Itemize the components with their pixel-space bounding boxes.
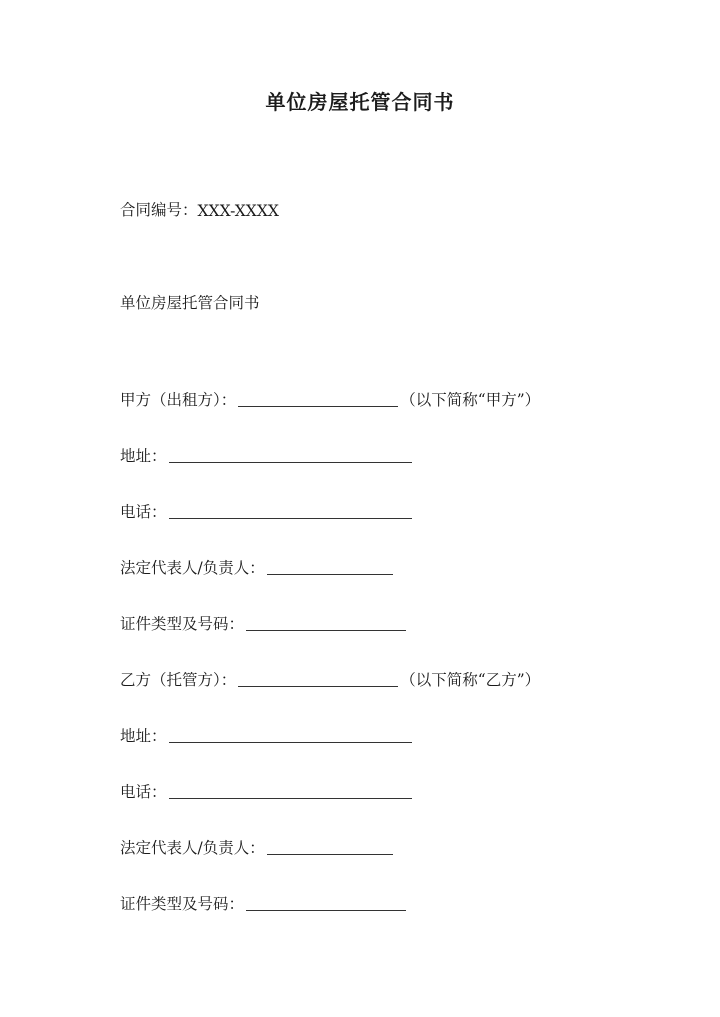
party-a-line [120, 388, 540, 410]
contract-number-label: 合同编号： [120, 201, 198, 219]
party-b-address-label: 地址： [120, 727, 167, 745]
party-a-representative-blank[interactable] [267, 560, 393, 575]
party-a-id-label: 证件类型及号码： [120, 615, 245, 633]
party-b-label: 乙方（托管方）： [120, 671, 237, 689]
party-a-phone-label: 电话： [120, 503, 167, 521]
party-a-address-line [120, 444, 414, 466]
party-b-representative-blank[interactable] [267, 840, 393, 855]
party-a-id-line [120, 612, 408, 634]
party-b-line [120, 668, 540, 690]
party-b-phone-blank[interactable] [169, 784, 412, 799]
party-b-id-line [120, 892, 408, 914]
contract-number-value: XXX-XXXX [197, 202, 279, 220]
party-a-address-blank[interactable] [169, 448, 412, 463]
party-a-phone-blank[interactable] [169, 504, 412, 519]
party-a-representative-label: 法定代表人/负责人： [120, 559, 265, 577]
party-a-representative-line [120, 556, 395, 578]
party-a-suffix: （以下简称“甲方”） [400, 391, 541, 409]
party-b-representative-label: 法定代表人/负责人： [120, 839, 265, 857]
document-subtitle: 单位房屋托管合同书 [120, 294, 260, 312]
party-b-suffix: （以下简称“乙方”） [400, 671, 541, 689]
party-a-phone-line [120, 500, 414, 522]
contract-number-line [120, 198, 279, 220]
party-a-label: 甲方（出租方）： [120, 391, 237, 409]
party-a-name-blank[interactable] [238, 392, 398, 407]
party-b-id-label: 证件类型及号码： [120, 895, 245, 913]
party-b-representative-line [120, 836, 395, 858]
party-a-id-blank[interactable] [246, 616, 406, 631]
party-b-id-blank[interactable] [246, 896, 406, 911]
party-b-address-blank[interactable] [169, 728, 412, 743]
party-a-address-label: 地址： [120, 447, 167, 465]
party-b-name-blank[interactable] [238, 672, 398, 687]
party-b-phone-label: 电话： [120, 783, 167, 801]
party-b-phone-line [120, 780, 414, 802]
party-b-address-line [120, 724, 414, 746]
document-title: 单位房屋托管合同书 [265, 90, 455, 114]
